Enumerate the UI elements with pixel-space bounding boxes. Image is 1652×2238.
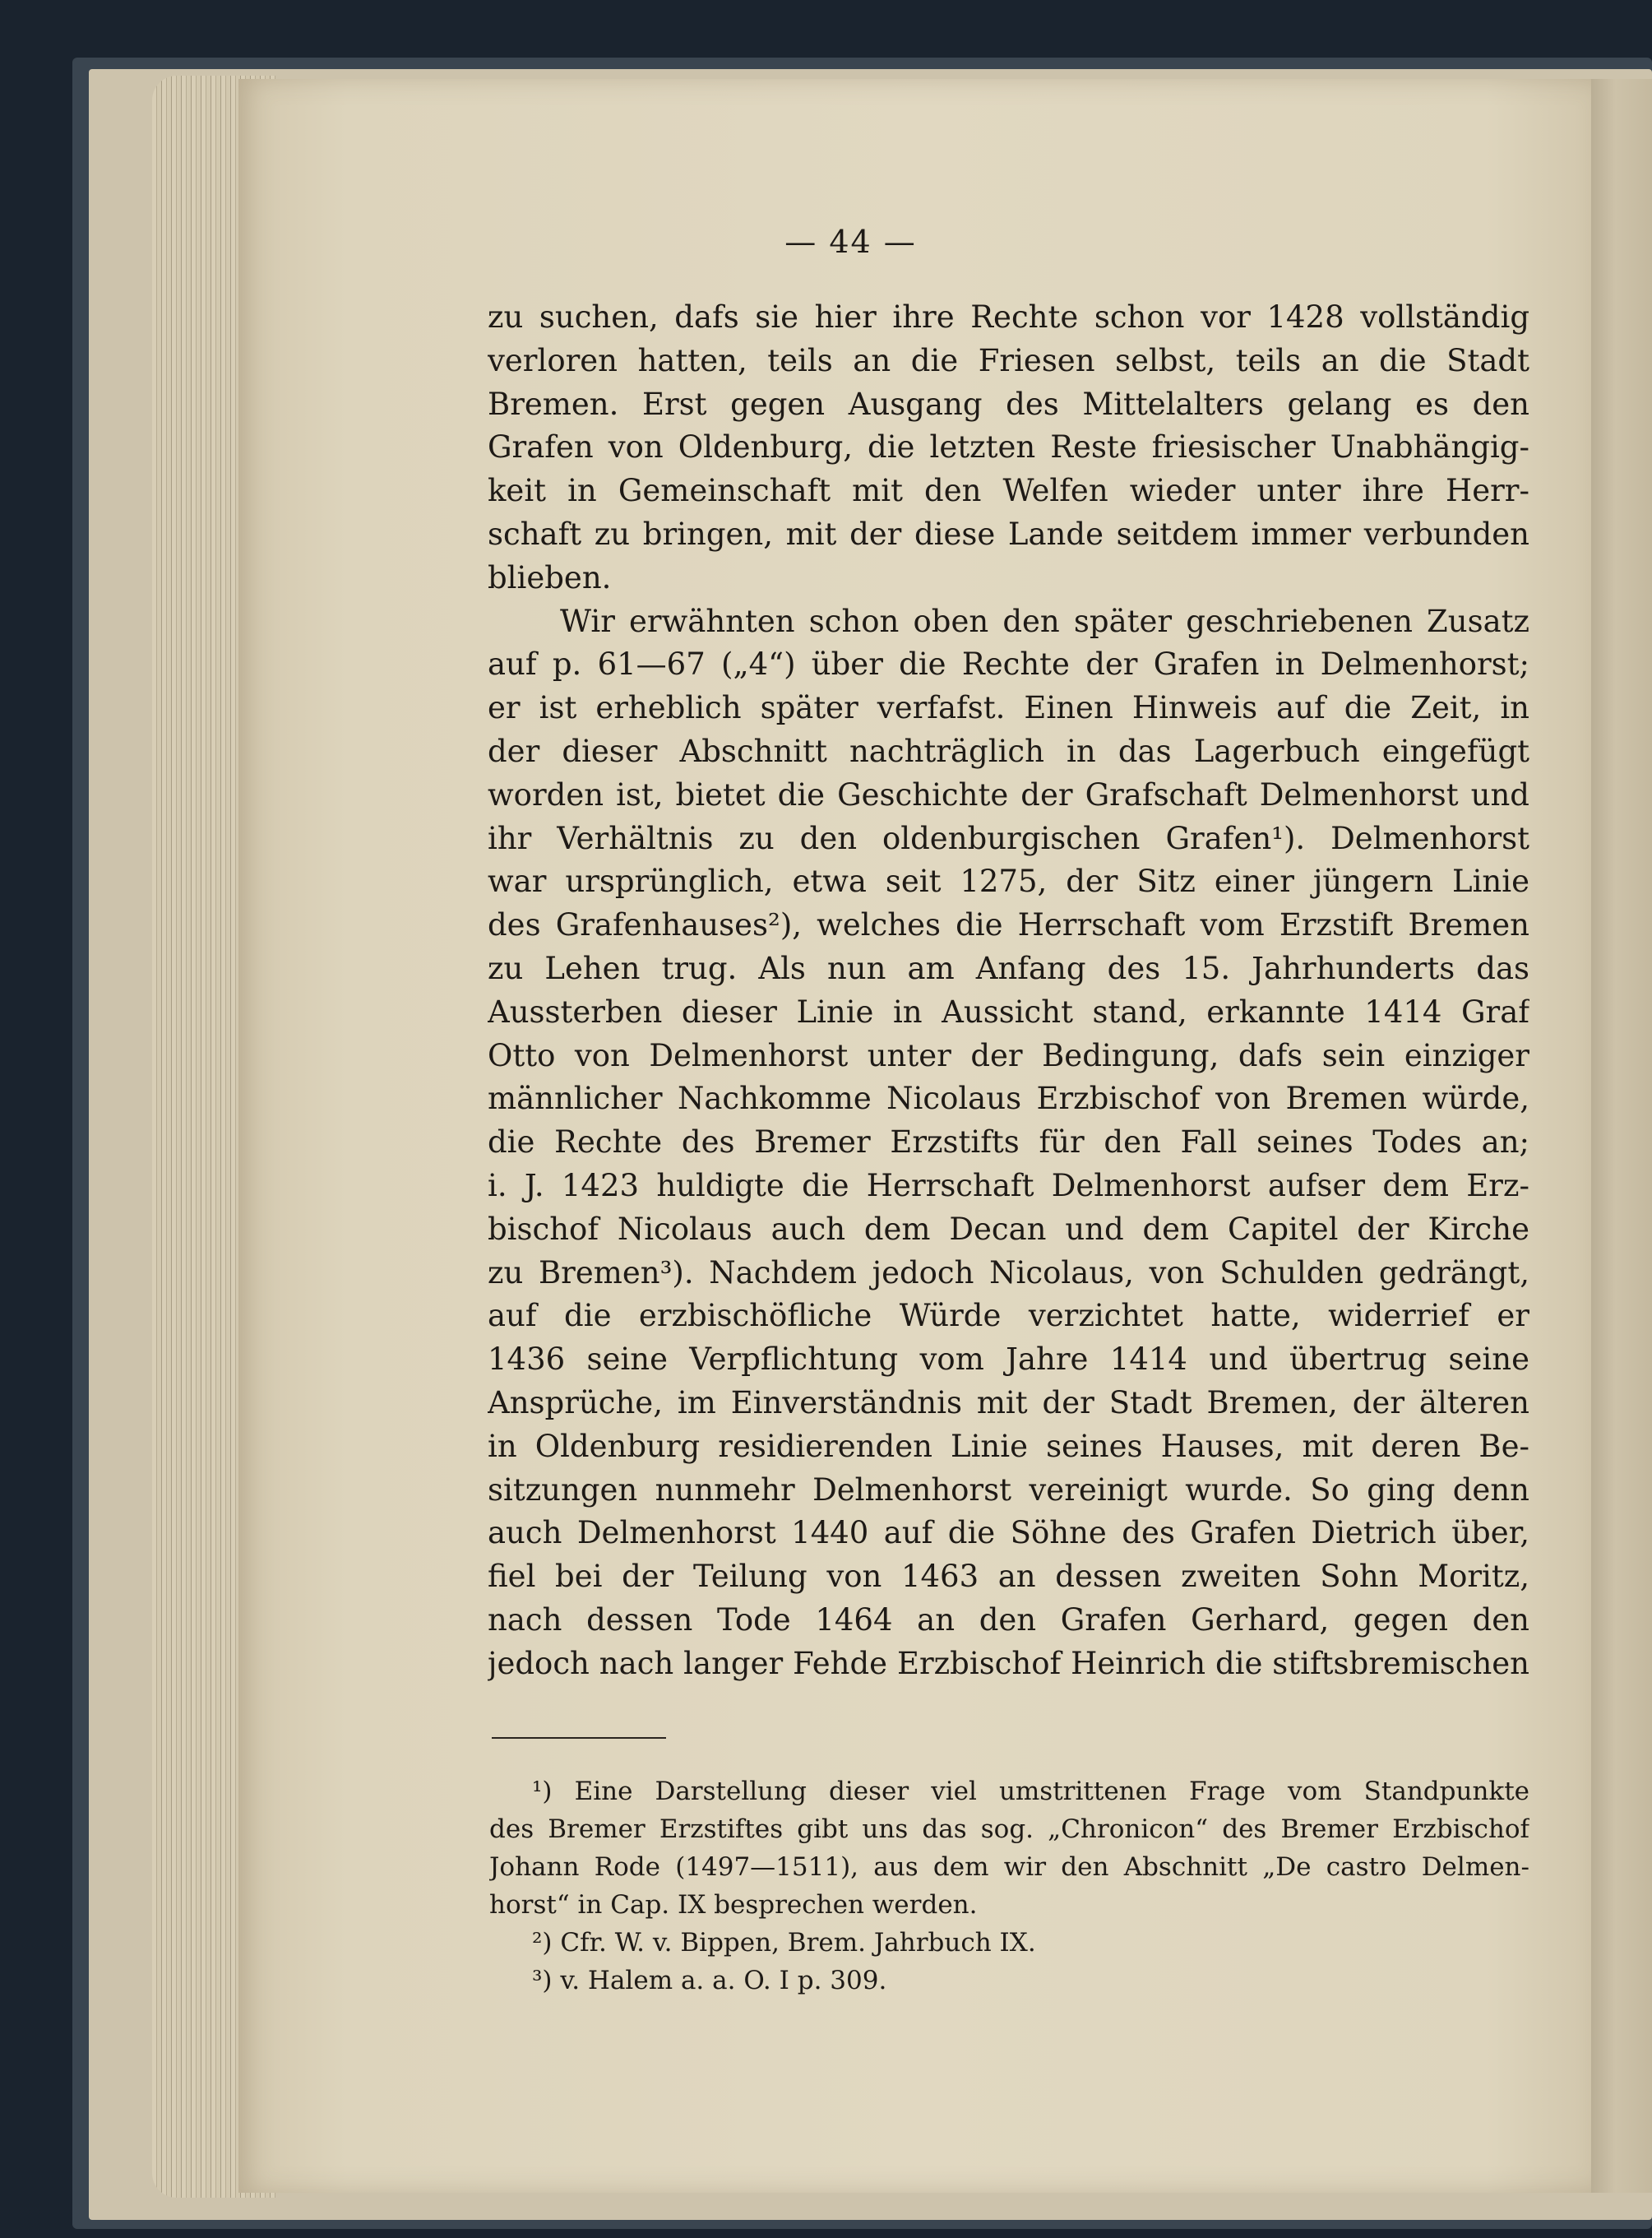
body-line: verloren hatten, teils an die Friesen selbst, teils an die Stadt xyxy=(488,342,1529,378)
body-line: der dieser Abschnitt nachträglich in das Lagerbuch eingefügt xyxy=(488,733,1529,769)
body-line: Wir erwähnten schon oben den später geschriebenen Zusatz xyxy=(560,603,1529,639)
body-text xyxy=(488,296,1529,1686)
body-line: fiel bei der Teilung von 1463 an dessen zweiten Sohn Moritz, xyxy=(488,1559,1529,1595)
body-line: auf die erzbischöfliche Würde verzichtet hatte, widerrief er xyxy=(488,1298,1529,1334)
body-line: i. J. 1423 huldigte die Herrschaft Delmenhorst aufser dem Erz- xyxy=(488,1167,1529,1203)
body-line: Bremen. Erst gegen Ausgang des Mittelalters gelang es den xyxy=(488,386,1529,422)
footnote-rule xyxy=(492,1737,666,1739)
body-line: ihr Verhältnis zu den oldenburgischen Grafen¹). Delmenhorst xyxy=(488,820,1529,856)
body-line: Aussterben dieser Linie in Aussicht stand, erkannte 1414 Graf xyxy=(488,994,1529,1030)
page-gutter xyxy=(1591,79,1652,2193)
body-line: auf p. 61—67 („4“) über die Rechte der Grafen in Delmenhorst; xyxy=(488,646,1529,683)
body-line: zu Bremen³). Nachdem jedoch Nicolaus, von Schulden gedrängt, xyxy=(488,1254,1529,1290)
body-line: er ist erheblich später verfafst. Einen Hinweis auf die Zeit, in xyxy=(488,690,1529,726)
body-line: zu Lehen trug. Als nun am Anfang des 15. Jahrhunderts das xyxy=(488,950,1529,986)
body-line: des Grafenhauses²), welches die Herrschaft vom Erzstift Bremen xyxy=(488,907,1529,943)
body-line: worden ist, bietet die Geschichte der Grafschaft Delmenhorst und xyxy=(488,776,1529,813)
body-line: blieben. xyxy=(488,559,612,595)
body-line: in Oldenburg residierenden Linie seines Hauses, mit deren Be- xyxy=(488,1428,1529,1464)
body-line: männlicher Nachkomme Nicolaus Erzbischof von Bremen würde, xyxy=(488,1081,1529,1117)
footnote-line: Johann Rode (1497—1511), aus dem wir den Abschnitt „De castro Delmen- xyxy=(489,1852,1529,1882)
body-line: schaft zu bringen, mit der diese Lande seitdem immer verbunden xyxy=(488,516,1529,552)
body-line: war ursprünglich, etwa seit 1275, der Sitz einer jüngern Linie xyxy=(488,864,1529,900)
body-line: Grafen von Oldenburg, die letzten Reste friesischer Unabhängig- xyxy=(488,429,1529,466)
body-line: die Rechte des Bremer Erzstifts für den Fall seines Todes an; xyxy=(488,1124,1529,1161)
body-line: keit in Gemeinschaft mit den Welfen wieder unter ihre Herr- xyxy=(488,473,1529,509)
body-line: auch Delmenhorst 1440 auf die Söhne des Grafen Dietrich über, xyxy=(488,1515,1529,1551)
footnote-line: des Bremer Erzstiftes gibt uns das sog. „Chronicon“ des Bremer Erzbischof xyxy=(489,1814,1529,1844)
body-line: sitzungen nunmehr Delmenhorst vereinigt wurde. So ging denn xyxy=(488,1471,1529,1508)
body-line: Otto von Delmenhorst unter der Bedingung, dafs sein einziger xyxy=(488,1037,1529,1073)
body-line: 1436 seine Verpflichtung vom Jahre 1414 und übertrug seine xyxy=(488,1341,1529,1378)
footnote-line: ²) Cfr. W. v. Bippen, Brem. Jahrbuch IX. xyxy=(532,1928,1036,1958)
body-line: zu suchen, dafs sie hier ihre Rechte schon vor 1428 vollständig xyxy=(488,299,1529,335)
footnotes xyxy=(489,1772,1529,1999)
body-line: nach dessen Tode 1464 an den Grafen Gerhard, gegen den xyxy=(488,1601,1529,1638)
page-number: — 44 — xyxy=(784,224,917,260)
footnote-line: ³) v. Halem a. a. O. I p. 309. xyxy=(532,1966,887,1995)
footnote-line: ¹) Eine Darstellung dieser viel umstrittenen Frage vom Standpunkte xyxy=(532,1777,1529,1806)
body-line: Ansprüche, im Einverständnis mit der Stadt Bremen, der älteren xyxy=(488,1384,1529,1420)
body-line: jedoch nach langer Fehde Erzbischof Heinrich die stiftsbremischen xyxy=(488,1645,1529,1681)
body-line: bischof Nicolaus auch dem Decan und dem Capitel der Kirche xyxy=(488,1211,1529,1247)
footnote-line: horst“ in Cap. IX besprechen werden. xyxy=(489,1890,978,1920)
